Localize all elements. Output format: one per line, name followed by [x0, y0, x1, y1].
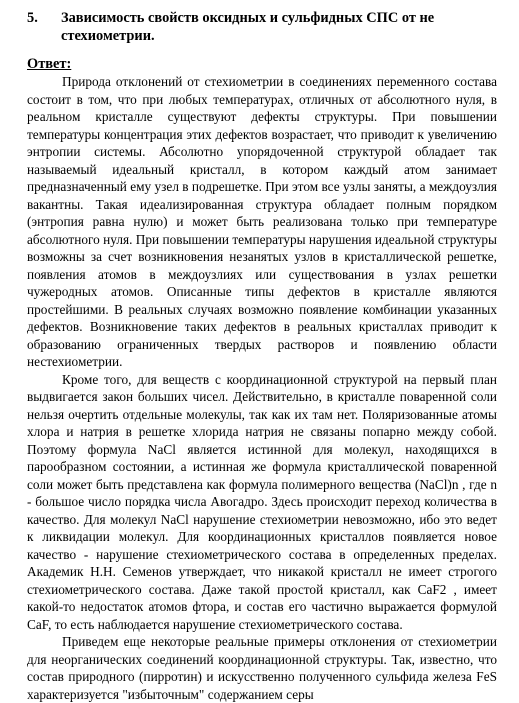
answer-label: Ответ:: [27, 56, 72, 72]
answer-body: [27, 73, 497, 703]
question-number: 5.: [27, 10, 38, 26]
question-title-line2: стехиометрии.: [61, 27, 155, 44]
paragraph-2: Кроме того, для веществ с координационной структурой на первый план выдвигается закон больших чисел. Действительно, в кристалле поваренной соли нельзя очертить отдельные молекулы, так как их там нет. Поляризованные атомы хлора и натрия в решетке хлорида натрия не связаны попарно между собой. Поэтому формула NaCl является истинной для молекул, находящихся в парообразном состоянии, а истинная же формула кристаллической поваренной соли может быть представлена как формула полимерного вещества (NaCl)n , где n - большое число порядка числа Авогадро. Здесь происходит переход количества в качество. Для молекул NaCl нарушение стехиометрии невозможно, ибо это ведет к ликвидации молекул. Для координационных кристаллов появляется новое качество - нарушение стехиометрического состава в определенных пределах. Академик Н.Н. Семенов утверждает, что никакой кристалл не имеет строгого стехиометрического состава. Даже такой простой кристалл, как CaF2 , имеет какой-то недостаток атомов фтора, и состав его частично выражается формулой CaF, то есть наблюдается нарушение стехиометрического состава.: [27, 371, 497, 632]
paragraph-3: Приведем еще некоторые реальные примеры отклонения от стехиометрии для неорганических соединений координационной структуры. Так, известно, что состав природного (пирротин) и искусственно полученного сульфида железа FeS характеризуется "избыточным" содержанием серы: [27, 634, 497, 702]
paragraph-1: Природа отклонений от стехиометрии в соединениях переменного состава состоит в том, что при любых температурах, отличных от абсолютного нуля, в реальном кристалле существуют дефекты структуры. При повышении температуры концентрация этих дефектов возрастает, что приводит к увеличению энтропии системы. Абсолютно упорядоченной структурой обладает так называемый идеальный кристалл, в котором каждый атом занимает предназначенный ему узел в подрешетке. При этом все узлы заняты, а междоузлия вакантны. Такая идеализированная структура обладает полным порядком (энтропия равна нулю) и может быть реализована только при температуре абсолютного нуля. При повышении температуры нарушения идеальной структуры возможны за счет возникновения незанятых узлов в кристаллической решетке, появления атомов в междоузлиях или существования в узлах решетки чужеродных атомов. Описанные типы дефектов в кристалле являются простейшими. В реальных случаях возможно появление комбинации указанных дефектов. Возникновение таких дефектов в реальных кристаллах приводит к образованию ограниченных твердых растворов и появлению области нестехиометрии.: [27, 74, 497, 369]
question-title-line1: Зависимость свойств оксидных и сульфидных СПС от не: [61, 10, 435, 26]
question-heading: [27, 10, 497, 45]
